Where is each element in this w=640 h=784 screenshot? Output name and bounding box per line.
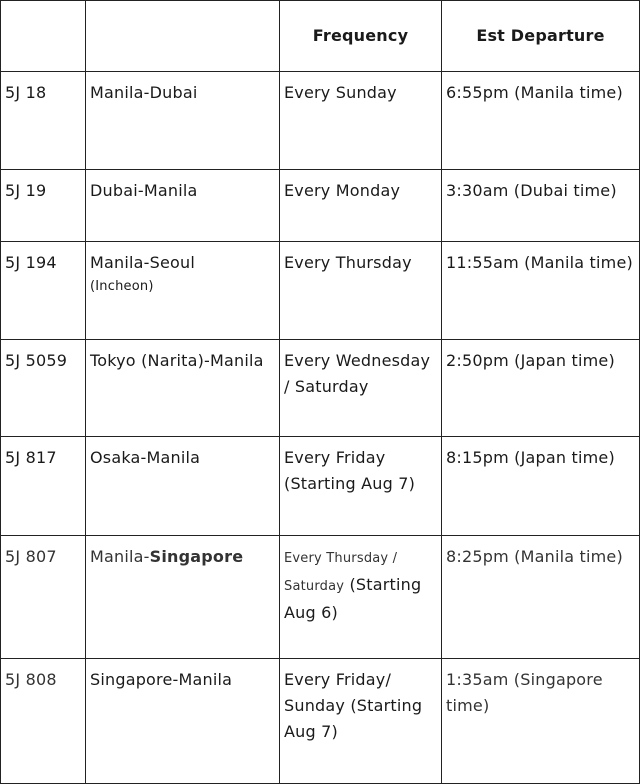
table-row: [1, 659, 640, 784]
table-row: [1, 72, 640, 170]
table-row: [1, 536, 640, 659]
route-cell: [86, 536, 280, 659]
departure: 1:35am (Singapore time): [442, 659, 640, 784]
table-row: [1, 340, 640, 437]
frequency: Every Monday: [280, 170, 442, 242]
frequency: Every Friday/ Sunday (Starting Aug 7): [280, 659, 442, 784]
table-row: [1, 437, 640, 536]
flight-number: 5J 5059: [1, 340, 86, 437]
departure: 8:15pm (Japan time): [442, 437, 640, 536]
departure: 2:50pm (Japan time): [442, 340, 640, 437]
route: Manila-Seoul: [90, 253, 195, 272]
frequency: Every Thursday: [280, 242, 442, 340]
route: Manila-Dubai: [86, 72, 280, 170]
route-bold: Singapore: [149, 547, 244, 566]
table-header-row: [1, 1, 640, 72]
frequency-cell: [280, 536, 442, 659]
route: Dubai-Manila: [86, 170, 280, 242]
departure: 11:55am (Manila time): [442, 242, 640, 340]
header-route: [86, 1, 280, 72]
route: Tokyo (Narita)-Manila: [86, 340, 280, 437]
flight-number: 5J 18: [1, 72, 86, 170]
flight-number: 5J 807: [1, 536, 86, 659]
table-row: [1, 170, 640, 242]
flight-number: 5J 19: [1, 170, 86, 242]
frequency: Every Wednesday / Saturday: [280, 340, 442, 437]
flight-number: 5J 194: [1, 242, 86, 340]
frequency: Every Thursday / Saturday: [284, 551, 398, 594]
route: Osaka-Manila: [86, 437, 280, 536]
route: Singapore-Manila: [86, 659, 280, 784]
frequency: Every Sunday: [280, 72, 442, 170]
table-row: [1, 242, 640, 340]
route-prefix: Manila-: [90, 547, 150, 566]
flight-number: 5J 808: [1, 659, 86, 784]
header-est-departure: Est Departure: [442, 1, 640, 72]
departure: 3:30am (Dubai time): [442, 170, 640, 242]
departure: 8:25pm (Manila time): [442, 536, 640, 659]
flight-number: 5J 817: [1, 437, 86, 536]
departure: 6:55pm (Manila time): [442, 72, 640, 170]
route-cell: [86, 242, 280, 340]
frequency-sub: (Starting Aug 6): [284, 575, 422, 622]
route-sub: (Incheon): [90, 279, 154, 294]
header-flight: [1, 1, 86, 72]
frequency: Every Friday (Starting Aug 7): [280, 437, 442, 536]
header-frequency: Frequency: [280, 1, 442, 72]
